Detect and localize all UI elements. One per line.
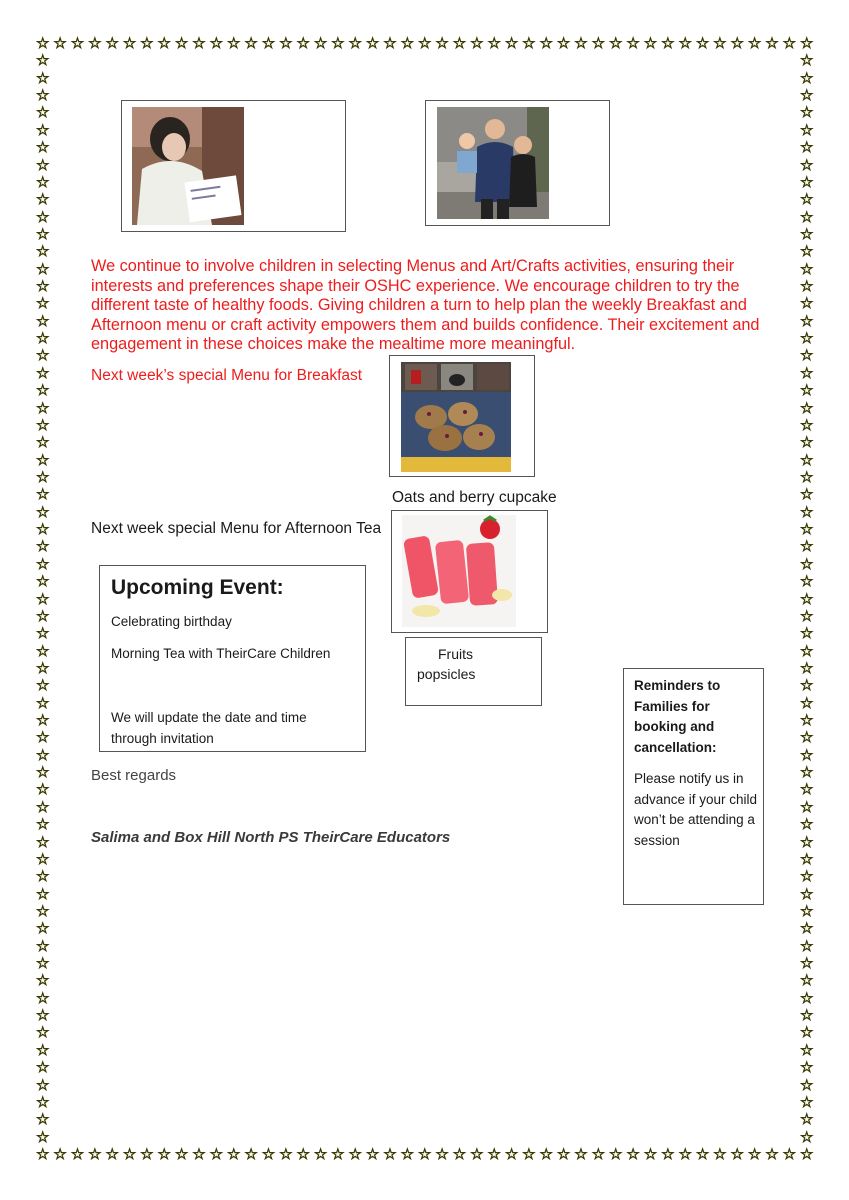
star-decoration-icon: ☆ — [695, 1145, 710, 1163]
star-decoration-icon: ☆ — [747, 1145, 762, 1163]
breakfast-caption: Oats and berry cupcake — [392, 489, 557, 506]
intro-paragraph: We continue to involve children in selecting Menus and Art/Crafts activities, ensuring their interests and preferences shape their OSHC experience. We encourage children to try the different taste of healthy foods. Giving children a turn to help plan the weekly Breakfast and Afternoon menu or craft activity empowers them and builds confidence. Their excitement and engagement in these choices make the mealtime more meaningful. — [91, 257, 760, 353]
event-title: Upcoming Event: — [111, 576, 284, 599]
star-decoration-icon: ☆ — [800, 988, 814, 1007]
star-decoration-icon: ☆ — [800, 415, 814, 434]
star-decoration-icon: ☆ — [296, 34, 310, 52]
star-decoration-icon: ☆ — [643, 34, 658, 52]
star-decoration-icon: ☆ — [591, 1145, 606, 1163]
star-decoration-icon: ☆ — [36, 606, 50, 625]
star-decoration-icon: ☆ — [36, 433, 50, 452]
star-decoration-icon: ☆ — [36, 711, 50, 730]
star-decoration-icon: ☆ — [36, 954, 50, 973]
star-decoration-icon: ☆ — [36, 398, 50, 417]
child-drawing-photo — [132, 107, 244, 225]
star-decoration-icon: ☆ — [574, 34, 588, 52]
best-regards: Best regards — [91, 767, 177, 784]
star-decoration-icon: ☆ — [800, 172, 814, 191]
star-decoration-icon: ☆ — [800, 294, 814, 313]
star-decoration-icon: ☆ — [157, 34, 171, 52]
star-decoration-icon: ☆ — [36, 34, 50, 52]
event-note-line1: We will update the date and time — [111, 710, 307, 725]
star-decoration-icon: ☆ — [800, 849, 814, 868]
star-decoration-icon: ☆ — [36, 936, 50, 955]
star-decoration-icon: ☆ — [800, 658, 814, 677]
event-note-line2: through invitation — [111, 731, 214, 746]
star-decoration-icon: ☆ — [36, 346, 50, 365]
star-decoration-icon: ☆ — [383, 1145, 397, 1163]
star-decoration-icon: ☆ — [36, 190, 50, 209]
star-decoration-icon: ☆ — [643, 1145, 658, 1163]
star-decoration-icon: ☆ — [348, 1145, 362, 1163]
reminder-box — [623, 668, 764, 905]
star-decoration-icon: ☆ — [800, 346, 814, 365]
star-decoration-icon: ☆ — [140, 1145, 154, 1163]
star-decoration-icon: ☆ — [800, 815, 814, 834]
star-decoration-icon: ☆ — [36, 172, 50, 191]
star-decoration-icon: ☆ — [695, 34, 710, 52]
star-decoration-icon: ☆ — [556, 34, 571, 52]
star-decoration-icon: ☆ — [36, 971, 50, 990]
star-decoration-icon: ☆ — [70, 34, 85, 52]
star-decoration-icon: ☆ — [800, 68, 814, 87]
star-decoration-icon: ☆ — [626, 1145, 640, 1163]
star-decoration-icon: ☆ — [609, 34, 623, 52]
star-decoration-icon: ☆ — [452, 1145, 467, 1163]
star-decoration-icon: ☆ — [36, 1006, 50, 1025]
star-decoration-icon: ☆ — [36, 329, 50, 348]
star-decoration-icon: ☆ — [36, 658, 50, 677]
star-decoration-icon: ☆ — [800, 554, 814, 573]
star-decoration-icon: ☆ — [36, 277, 50, 296]
star-decoration-icon: ☆ — [122, 1145, 137, 1163]
star-decoration-icon: ☆ — [36, 259, 50, 278]
star-decoration-icon: ☆ — [36, 311, 50, 330]
star-decoration-icon: ☆ — [800, 797, 814, 816]
star-decoration-icon: ☆ — [174, 1145, 189, 1163]
star-decoration-icon: ☆ — [765, 1145, 779, 1163]
star-decoration-icon: ☆ — [36, 797, 50, 816]
star-decoration-icon: ☆ — [313, 34, 328, 52]
star-decoration-icon: ☆ — [782, 1145, 797, 1163]
star-decoration-icon: ☆ — [591, 34, 606, 52]
star-decoration-icon: ☆ — [470, 1145, 484, 1163]
star-decoration-icon: ☆ — [36, 467, 50, 486]
star-decoration-icon: ☆ — [88, 34, 102, 52]
star-decoration-icon: ☆ — [800, 971, 814, 990]
star-decoration-icon: ☆ — [800, 1127, 814, 1146]
star-decoration-icon: ☆ — [36, 502, 50, 521]
star-decoration-icon: ☆ — [418, 34, 432, 52]
star-decoration-icon: ☆ — [800, 329, 814, 348]
star-decoration-icon: ☆ — [800, 624, 814, 643]
star-decoration-icon: ☆ — [105, 34, 119, 52]
star-decoration-icon: ☆ — [36, 763, 50, 782]
star-decoration-icon: ☆ — [800, 120, 814, 139]
star-decoration-icon: ☆ — [36, 901, 50, 920]
star-decoration-icon: ☆ — [36, 919, 50, 938]
star-decoration-icon: ☆ — [435, 1145, 449, 1163]
star-decoration-icon: ☆ — [730, 1145, 744, 1163]
star-decoration-icon: ☆ — [800, 502, 814, 521]
star-decoration-icon: ☆ — [539, 1145, 553, 1163]
star-decoration-icon: ☆ — [800, 259, 814, 278]
star-decoration-icon: ☆ — [800, 242, 814, 261]
star-decoration-icon: ☆ — [800, 954, 814, 973]
popsicle-caption-box — [405, 637, 542, 706]
star-decoration-icon: ☆ — [574, 1145, 588, 1163]
family-photo — [437, 107, 549, 219]
star-decoration-icon: ☆ — [192, 34, 206, 52]
star-decoration-icon: ☆ — [800, 1145, 814, 1163]
upcoming-event-box — [99, 565, 366, 752]
star-decoration-icon: ☆ — [383, 34, 397, 52]
star-decoration-icon: ☆ — [36, 988, 50, 1007]
star-decoration-icon: ☆ — [800, 1075, 814, 1094]
star-decoration-icon: ☆ — [800, 277, 814, 296]
star-decoration-icon: ☆ — [800, 1110, 814, 1129]
star-decoration-icon: ☆ — [36, 1145, 50, 1163]
star-decoration-icon: ☆ — [487, 1145, 501, 1163]
star-decoration-icon: ☆ — [504, 34, 519, 52]
star-decoration-icon: ☆ — [209, 1145, 224, 1163]
star-decoration-icon: ☆ — [36, 138, 50, 157]
star-decoration-icon: ☆ — [800, 867, 814, 886]
star-decoration-icon: ☆ — [800, 467, 814, 486]
star-decoration-icon: ☆ — [36, 676, 50, 695]
star-decoration-icon: ☆ — [747, 34, 762, 52]
star-decoration-icon: ☆ — [36, 363, 50, 382]
star-decoration-icon: ☆ — [800, 485, 814, 504]
star-decoration-icon: ☆ — [661, 1145, 675, 1163]
star-decoration-icon: ☆ — [227, 34, 241, 52]
star-decoration-icon: ☆ — [36, 537, 50, 556]
star-decoration-icon: ☆ — [800, 711, 814, 730]
star-decoration-icon: ☆ — [800, 537, 814, 556]
star-decoration-icon: ☆ — [800, 34, 814, 52]
star-decoration-icon: ☆ — [470, 34, 484, 52]
star-decoration-icon: ☆ — [800, 155, 814, 174]
star-decoration-icon: ☆ — [53, 34, 67, 52]
star-decoration-icon: ☆ — [713, 1145, 727, 1163]
star-decoration-icon: ☆ — [36, 1023, 50, 1042]
star-decoration-icon: ☆ — [800, 1092, 814, 1111]
star-decoration-icon: ☆ — [36, 51, 50, 70]
breakfast-menu-label: Next week’s special Menu for Breakfast — [91, 367, 363, 384]
star-decoration-icon: ☆ — [36, 589, 50, 608]
star-decoration-icon: ☆ — [800, 207, 814, 226]
star-decoration-icon: ☆ — [435, 34, 449, 52]
star-decoration-icon: ☆ — [713, 34, 727, 52]
star-decoration-icon: ☆ — [418, 1145, 432, 1163]
star-decoration-icon: ☆ — [452, 34, 467, 52]
star-decoration-icon: ☆ — [331, 34, 345, 52]
star-decoration-icon: ☆ — [36, 1058, 50, 1077]
star-decoration-icon: ☆ — [122, 34, 137, 52]
star-decoration-icon: ☆ — [800, 641, 814, 660]
star-decoration-icon: ☆ — [800, 363, 814, 382]
star-decoration-icon: ☆ — [227, 1145, 241, 1163]
star-decoration-icon: ☆ — [800, 589, 814, 608]
star-decoration-icon: ☆ — [800, 780, 814, 799]
oats-cupcake-photo — [401, 362, 511, 472]
star-decoration-icon: ☆ — [678, 34, 692, 52]
star-decoration-icon: ☆ — [800, 745, 814, 764]
star-decoration-icon: ☆ — [244, 34, 258, 52]
star-decoration-icon: ☆ — [800, 433, 814, 452]
star-decoration-icon: ☆ — [400, 1145, 415, 1163]
star-decoration-icon: ☆ — [800, 676, 814, 695]
star-decoration-icon: ☆ — [609, 1145, 623, 1163]
star-decoration-icon: ☆ — [800, 606, 814, 625]
star-decoration-icon: ☆ — [800, 919, 814, 938]
popsicle-caption-line2: popsicles — [417, 666, 476, 682]
photo-frame-popsicle — [391, 510, 548, 633]
star-decoration-icon: ☆ — [261, 1145, 276, 1163]
star-decoration-icon: ☆ — [36, 224, 50, 243]
signature: Salima and Box Hill North PS TheirCare Educators — [91, 829, 451, 846]
event-item-morning-tea: Morning Tea with TheirCare Children — [111, 646, 331, 661]
star-decoration-icon: ☆ — [36, 693, 50, 712]
star-decoration-icon: ☆ — [36, 624, 50, 643]
star-decoration-icon: ☆ — [400, 34, 415, 52]
star-decoration-icon: ☆ — [365, 1145, 380, 1163]
star-decoration-icon: ☆ — [36, 728, 50, 747]
star-decoration-icon: ☆ — [105, 1145, 119, 1163]
star-decoration-icon: ☆ — [36, 641, 50, 660]
star-decoration-icon: ☆ — [782, 34, 797, 52]
star-decoration-icon: ☆ — [348, 34, 362, 52]
star-decoration-icon: ☆ — [626, 34, 640, 52]
star-decoration-icon: ☆ — [800, 224, 814, 243]
star-decoration-icon: ☆ — [192, 1145, 206, 1163]
star-decoration-icon: ☆ — [800, 86, 814, 105]
event-item-birthday: Celebrating birthday — [111, 614, 232, 629]
star-decoration-icon: ☆ — [678, 1145, 692, 1163]
star-decoration-icon: ☆ — [36, 1127, 50, 1146]
star-decoration-icon: ☆ — [36, 294, 50, 313]
star-decoration-icon: ☆ — [556, 1145, 571, 1163]
star-decoration-icon: ☆ — [800, 450, 814, 469]
star-decoration-icon: ☆ — [313, 1145, 328, 1163]
star-decoration-icon: ☆ — [36, 884, 50, 903]
star-decoration-icon: ☆ — [36, 415, 50, 434]
star-decoration-icon: ☆ — [36, 520, 50, 539]
star-decoration-icon: ☆ — [800, 1040, 814, 1059]
star-decoration-icon: ☆ — [36, 1040, 50, 1059]
star-decoration-icon: ☆ — [36, 554, 50, 573]
star-decoration-icon: ☆ — [36, 207, 50, 226]
reminder-title: Reminders to Families for booking and cancellation: — [634, 678, 721, 755]
star-decoration-icon: ☆ — [36, 832, 50, 851]
star-decoration-icon: ☆ — [800, 832, 814, 851]
star-decoration-icon: ☆ — [800, 936, 814, 955]
star-decoration-icon: ☆ — [36, 572, 50, 591]
star-decoration-icon: ☆ — [36, 1110, 50, 1129]
star-decoration-icon: ☆ — [36, 68, 50, 87]
star-decoration-icon: ☆ — [800, 138, 814, 157]
star-decoration-icon: ☆ — [36, 381, 50, 400]
star-decoration-icon: ☆ — [800, 190, 814, 209]
star-decoration-icon: ☆ — [800, 693, 814, 712]
star-decoration-icon: ☆ — [539, 34, 553, 52]
star-decoration-icon: ☆ — [730, 34, 744, 52]
star-decoration-icon: ☆ — [70, 1145, 85, 1163]
star-decoration-icon: ☆ — [261, 34, 276, 52]
star-decoration-icon: ☆ — [36, 1075, 50, 1094]
star-decoration-icon: ☆ — [800, 398, 814, 417]
star-decoration-icon: ☆ — [522, 1145, 536, 1163]
star-decoration-icon: ☆ — [36, 120, 50, 139]
star-decoration-icon: ☆ — [36, 86, 50, 105]
afternoon-tea-menu-label: Next week special Menu for Afternoon Tea — [91, 520, 382, 537]
star-decoration-icon: ☆ — [36, 745, 50, 764]
star-decoration-icon: ☆ — [279, 34, 293, 52]
star-decoration-icon: ☆ — [800, 1006, 814, 1025]
star-decoration-icon: ☆ — [487, 34, 501, 52]
star-decoration-icon: ☆ — [36, 155, 50, 174]
star-decoration-icon: ☆ — [36, 485, 50, 504]
star-decoration-icon: ☆ — [36, 867, 50, 886]
star-decoration-icon: ☆ — [36, 815, 50, 834]
star-decoration-icon: ☆ — [800, 520, 814, 539]
photo-frame-child-drawing — [121, 100, 346, 232]
star-decoration-icon: ☆ — [800, 311, 814, 330]
star-decoration-icon: ☆ — [36, 780, 50, 799]
star-decoration-icon: ☆ — [157, 1145, 171, 1163]
star-decoration-icon: ☆ — [800, 103, 814, 122]
star-decoration-icon: ☆ — [279, 1145, 293, 1163]
star-decoration-icon: ☆ — [140, 34, 154, 52]
star-decoration-icon: ☆ — [36, 103, 50, 122]
star-decoration-icon: ☆ — [365, 34, 380, 52]
fruit-popsicle-photo — [402, 515, 516, 627]
star-decoration-icon: ☆ — [174, 34, 189, 52]
star-decoration-icon: ☆ — [504, 1145, 519, 1163]
star-decoration-icon: ☆ — [36, 849, 50, 868]
star-decoration-icon: ☆ — [36, 242, 50, 261]
star-decoration-icon: ☆ — [800, 901, 814, 920]
reminder-body: Please notify us in advance if your child won’t be attending a session — [634, 771, 758, 848]
star-decoration-icon: ☆ — [244, 1145, 258, 1163]
star-decoration-icon: ☆ — [800, 572, 814, 591]
popsicle-caption-line1: Fruits — [438, 646, 473, 662]
star-decoration-icon: ☆ — [331, 1145, 345, 1163]
star-decoration-icon: ☆ — [53, 1145, 67, 1163]
photo-frame-breakfast — [389, 355, 535, 477]
star-decoration-icon: ☆ — [522, 34, 536, 52]
star-decoration-icon: ☆ — [36, 450, 50, 469]
star-decoration-icon: ☆ — [88, 1145, 102, 1163]
star-decoration-icon: ☆ — [765, 34, 779, 52]
star-decoration-icon: ☆ — [800, 1023, 814, 1042]
star-decoration-icon: ☆ — [296, 1145, 310, 1163]
star-decoration-icon: ☆ — [209, 34, 224, 52]
star-decoration-icon: ☆ — [36, 1092, 50, 1111]
star-decoration-icon: ☆ — [800, 884, 814, 903]
star-decoration-icon: ☆ — [800, 51, 814, 70]
photo-frame-family — [425, 100, 610, 226]
star-decoration-icon: ☆ — [800, 728, 814, 747]
star-decoration-icon: ☆ — [800, 381, 814, 400]
star-decoration-icon: ☆ — [661, 34, 675, 52]
star-decoration-icon: ☆ — [800, 1058, 814, 1077]
star-decoration-icon: ☆ — [800, 763, 814, 782]
